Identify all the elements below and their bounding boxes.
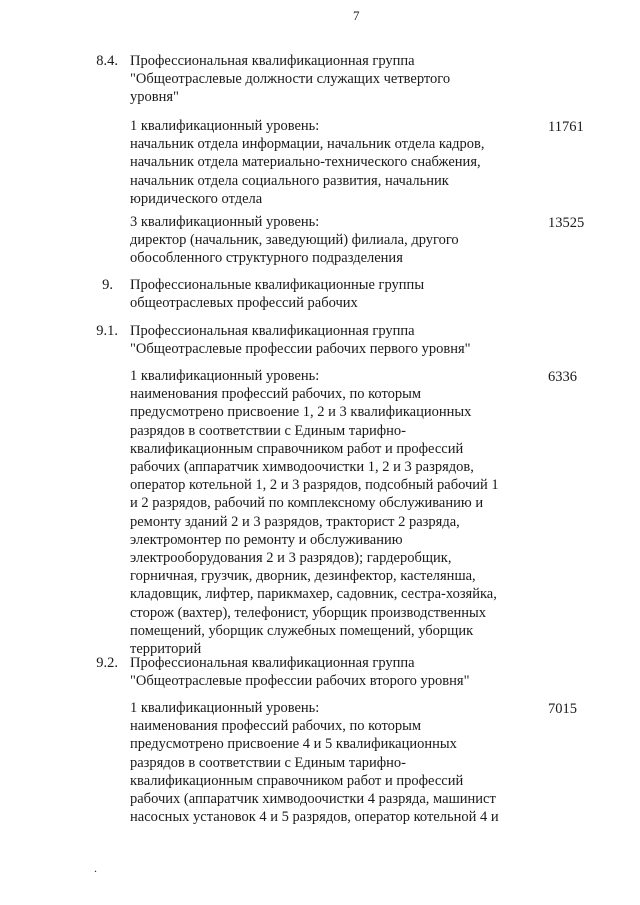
section-title: Профессиональная квалификационная группа "Общеотраслевые профессии рабочих первого уровня"	[130, 323, 471, 358]
level-text: 1 квалификационный уровень: наименования профессий рабочих, по которым предусмотрено присвоение 4 и 5 квалификационных разрядов в соответствии с Единым тарифно- квалификационным справочником работ и профессий рабочих (аппаратчик химводоочистки 4 разряда, машинист насосных установок 4 и 5 разрядов, оператор котельной 4 и	[130, 700, 499, 826]
section-title: Профессиональная квалификационная группа "Общеотраслевые должности служащих четвертого уровня"	[130, 53, 451, 106]
section-title: Профессиональная квалификационная группа "Общеотраслевые профессии рабочих второго уровня"	[130, 655, 470, 690]
page-number: 7	[353, 8, 360, 23]
salary-value: 13525	[548, 215, 585, 231]
level-text: 3 квалификационный уровень: директор (начальник, заведующий) филиала, другого обособленного структурного подразделения	[130, 214, 459, 267]
level-text: 1 квалификационный уровень: наименования профессий рабочих, по которым предусмотрено присвоение 1, 2 и 3 квалификационных разрядов в соответствии с Единым тарифно- квалификационным справочником работ и профессий рабочих (аппаратчик химводоочистки 1, 2 и 3 разрядов, оператор котельной 1, 2 и 3 разрядов, подсобный рабочий 1 и 2 разрядов, рабочий по комплексному обслуживанию и ремонту зданий 2 и 3 разрядов, тракторист 2 разряда, электромонтер по ремонту и обслуживанию электрооборудования 2 и 3 разрядов); гардеробщик, горничная, грузчик, дворник, дезинфектор, кастелянша, кладовщик, лифтер, парикмахер, садовник, сестра-хозяйка, сторож (вахтер), телефонист, уборщик производственных помещений, уборщик служебных помещений, уборщик территорий	[130, 368, 499, 658]
section-number: 8.4.	[96, 53, 118, 69]
scan-mark: .	[94, 861, 97, 875]
section-number: 9.	[102, 277, 113, 293]
salary-value: 6336	[548, 369, 577, 385]
level-text: 1 квалификационный уровень: начальник отдела информации, начальник отдела кадров, начальник отдела материально-технического снабжения, начальник отдела социального развития, начальник юридического отдела	[130, 118, 485, 207]
salary-value: 7015	[548, 701, 577, 717]
section-number: 9.2.	[96, 655, 118, 671]
salary-value: 11761	[548, 119, 584, 135]
section-number: 9.1.	[96, 323, 118, 339]
section-title: Профессиональные квалификационные группы общеотраслевых профессий рабочих	[130, 277, 425, 312]
